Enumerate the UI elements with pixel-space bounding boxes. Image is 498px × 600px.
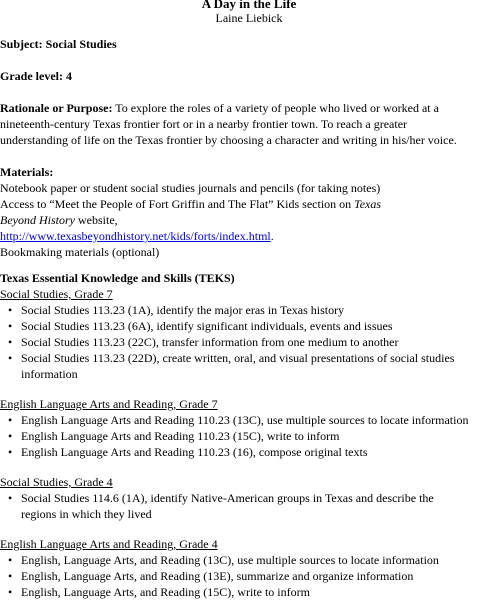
rationale-line: To explore the roles of a variety of people who lived or worked at a	[112, 101, 439, 115]
materials-label: Materials:	[0, 165, 54, 179]
materials-item: Access to “Meet the People of Fort Griffin and The Flat” Kids section on	[0, 197, 355, 211]
teks-group-heading: English Language Arts and Reading, Grade 4	[0, 537, 218, 551]
materials-item: website,	[74, 213, 118, 227]
list-item: • Social Studies 113.23 (22D), create written, oral, and visual presentations of social studies information	[8, 351, 455, 381]
teks-group	[0, 396, 498, 460]
bullet-icon: •	[8, 335, 13, 349]
bullet-icon: •	[8, 303, 13, 317]
bullet-icon: •	[8, 429, 13, 443]
list-item: • Social Studies 114.6 (1A), identify Native-American groups in Texas and describe the regions in which they lived	[8, 491, 434, 521]
list-item: • English Language Arts and Reading 110.23 (13C), use multiple sources to locate information	[8, 413, 469, 427]
teks-heading: Texas Essential Knowledge and Skills (TEKS)	[0, 271, 235, 285]
rationale-line: nineteenth-century Texas frontier fort or in a nearby frontier town. To reach a greater	[0, 117, 408, 131]
materials-item: Notebook paper or student social studies journals and pencils (for taking notes)	[0, 181, 381, 195]
teks-group-heading: Social Studies, Grade 7	[0, 287, 113, 301]
rationale-line: understanding of life on the Texas frontier by choosing a character and writing in his/her voice.	[0, 133, 457, 147]
list-item: • English, Language Arts, and Reading (15C), write to inform	[8, 585, 310, 599]
teks-group	[0, 536, 498, 600]
bullet-icon: •	[8, 569, 13, 583]
list-item: • Social Studies 113.23 (6A), identify significant individuals, events and issues	[8, 319, 393, 333]
bullet-icon: •	[8, 585, 13, 599]
list-item: • English Language Arts and Reading 110.23 (16), compose original texts	[8, 445, 368, 459]
teks-group	[0, 474, 498, 522]
teks-group	[0, 286, 498, 382]
bullet-icon: •	[8, 413, 13, 427]
rationale-paragraph	[0, 100, 498, 148]
teks-group-heading: English Language Arts and Reading, Grade 7	[0, 397, 218, 411]
subject-line: Subject: Social Studies	[0, 37, 117, 51]
materials-source-title: Beyond History	[0, 213, 75, 227]
rationale-label: Rationale or Purpose:	[0, 101, 113, 115]
materials-item: Bookmaking materials (optional)	[0, 245, 160, 259]
document-author: Laine Liebick	[215, 11, 283, 25]
list-item: • English Language Arts and Reading 110.23 (15C), write to inform	[8, 429, 340, 443]
teks-list	[0, 490, 498, 522]
bullet-icon: •	[8, 491, 13, 505]
bullet-icon: •	[8, 319, 13, 333]
teks-group-heading: Social Studies, Grade 4	[0, 475, 113, 489]
link-suffix: .	[270, 229, 274, 243]
document-title: A Day in the Life	[201, 0, 297, 11]
texas-beyond-history-link[interactable]: http://www.texasbeyondhistory.net/kids/forts/index.html	[0, 229, 271, 243]
list-item: • English, Language Arts, and Reading (13E), summarize and organize information	[8, 569, 414, 583]
bullet-icon: •	[8, 351, 13, 365]
bullet-icon: •	[8, 553, 13, 567]
list-item: • Social Studies 113.23 (22C), transfer information from one medium to another	[8, 335, 399, 349]
list-item: • English, Language Arts, and Reading (13C), use multiple sources to locate information	[8, 553, 439, 567]
teks-list	[0, 412, 498, 460]
teks-list	[0, 302, 498, 382]
grade-line: Grade level: 4	[0, 69, 72, 83]
materials-source-title: Texas	[354, 197, 382, 211]
teks-list	[0, 552, 498, 600]
list-item: • Social Studies 113.23 (1A), identify the major eras in Texas history	[8, 303, 345, 317]
bullet-icon: •	[8, 445, 13, 459]
